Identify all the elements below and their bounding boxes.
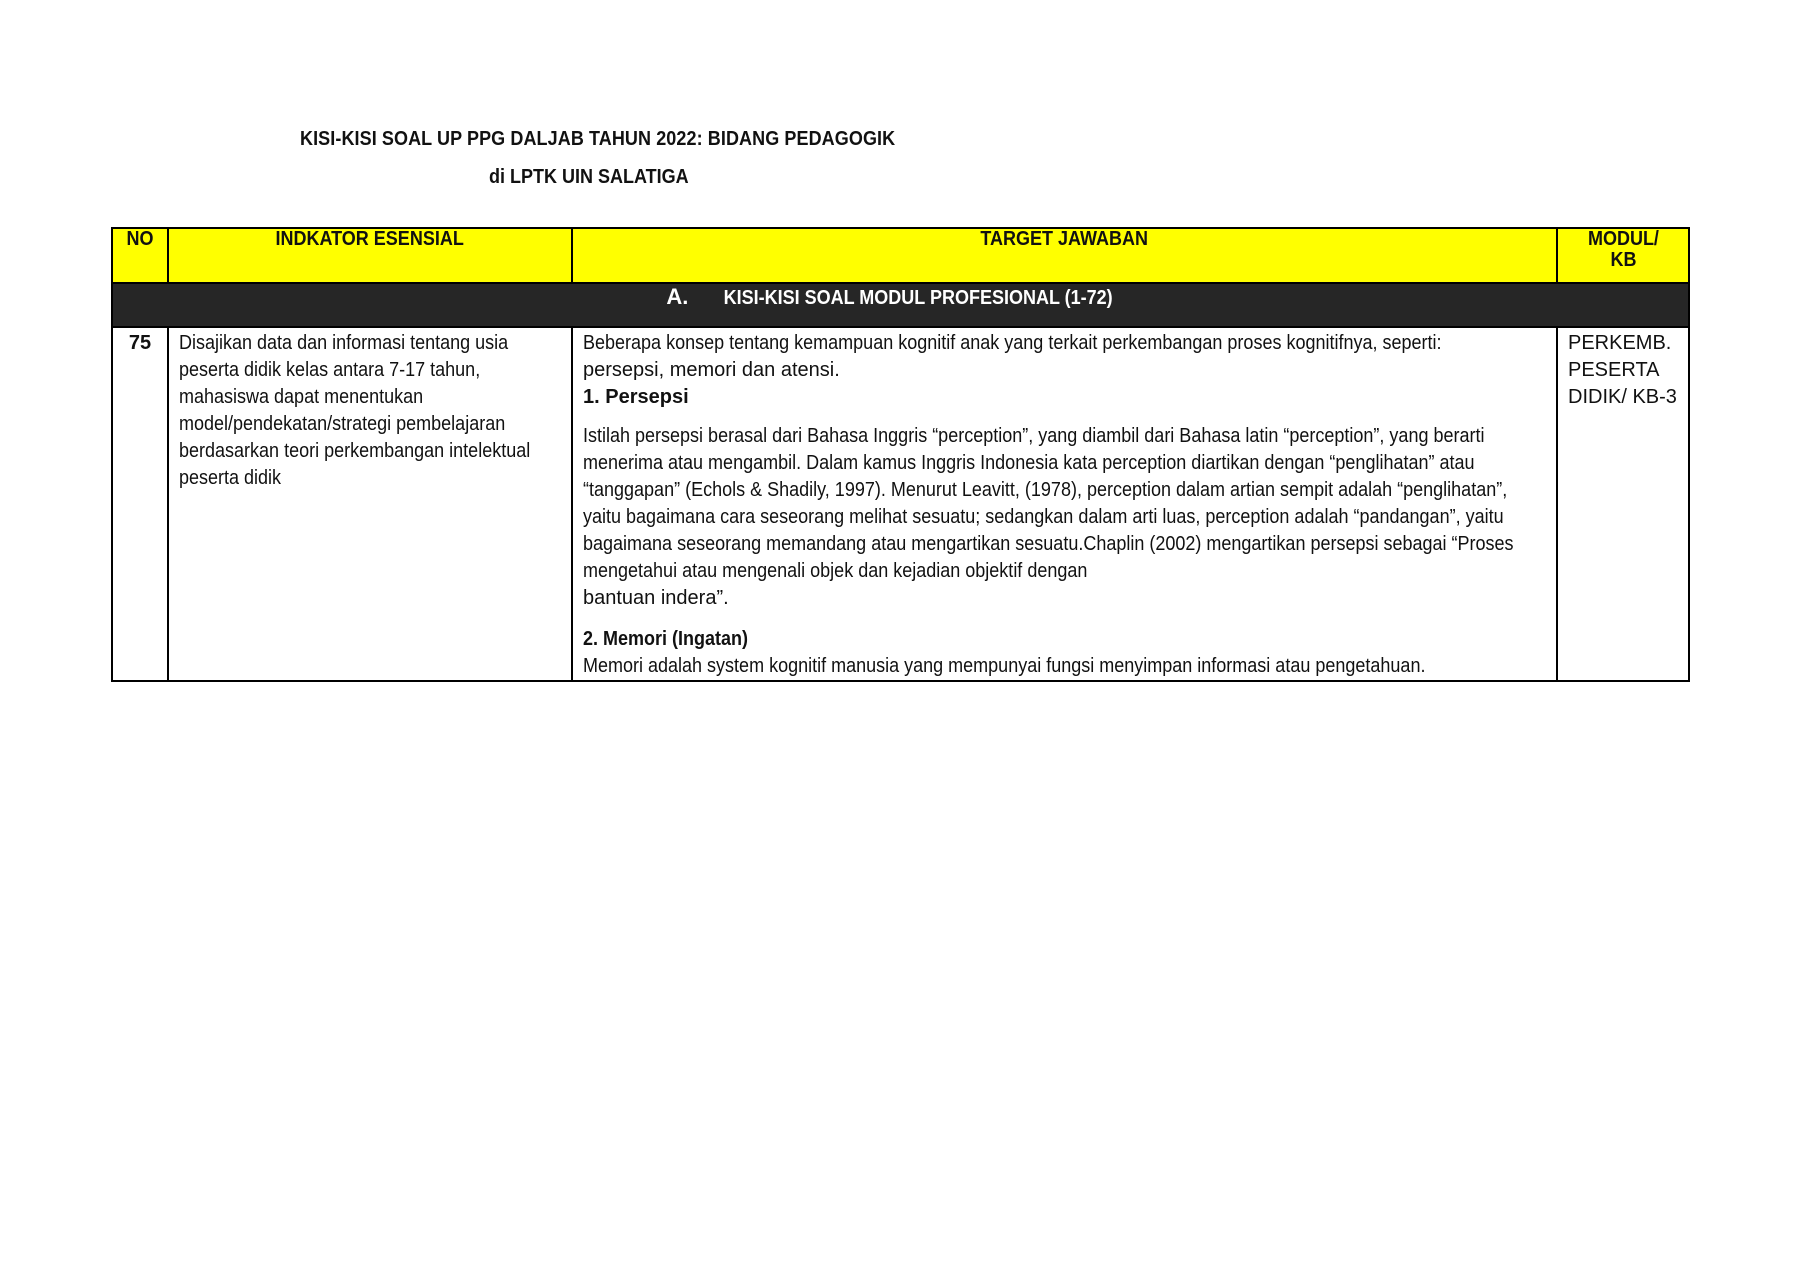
target-heading-1: 1. Persepsi: [583, 386, 689, 408]
target-paragraph-2: Memori adalah system kognitif manusia yang mempunyai fungsi menyimpan informasi atau pengetahuan.: [583, 655, 1426, 677]
cell-indikator: [168, 327, 572, 681]
header-modul: [1557, 228, 1689, 283]
modul-line-3: DIDIK/ KB-3: [1568, 386, 1677, 408]
document-title: KISI-KISI SOAL UP PPG DALJAB TAHUN 2022: BIDANG PEDAGOGIK: [300, 128, 896, 150]
header-modul-line-2: KB: [1609, 249, 1636, 271]
header-target: TARGET JAWABAN: [572, 228, 1557, 283]
table-row: [112, 327, 1689, 681]
kisi-kisi-table: [111, 227, 1690, 682]
header-modul-line-1: MODUL/: [1587, 228, 1659, 250]
target-paragraph-1: Istilah persepsi berasal dari Bahasa Inggris “perception”, yang diambil dari Bahasa latin “perception”, yang berarti menerima atau mengambil. Dalam kamus Inggris Indonesia kata perception diartikan dengan “penglihatan” atau “tanggapan” (Echols & Shadily, 1997). Menurut Leavitt, (1978), perception dalam artian sempit adalah “penglihatan”, yaitu bagaimana cara seseorang melihat sesuatu; sedangkan dalam arti luas, perception adalah “pandangan”, yaitu bagaimana seseorang memandang atau mengartikan sesuatu.Chaplin (2002) mengartikan persepsi sebagai “Proses mengetahui atau mengenali objek dan kejadian objektif dengan: [583, 425, 1514, 582]
header-indikator: INDKATOR ESENSIAL: [168, 228, 572, 283]
section-letter: A.: [666, 284, 689, 309]
indikator-text: Disajikan data dan informasi tentang usia peserta didik kelas antara 7-17 tahun, mahasiswa dapat menentukan model/pendekatan/strategi pembelajaran berdasarkan teori perkembangan intelektual peserta didik: [179, 332, 531, 489]
section-title: KISI-KISI SOAL MODUL PROFESIONAL (1-72): [723, 287, 1114, 309]
table-header-row: [112, 228, 1689, 283]
cell-target: [572, 327, 1557, 681]
cell-modul: [1557, 327, 1689, 681]
modul-line-1: PERKEMB.: [1568, 332, 1672, 354]
target-paragraph-1-end: bantuan indera”.: [583, 587, 729, 609]
section-row: [112, 283, 1689, 327]
document-subtitle: di LPTK UIN SALATIGA: [489, 166, 689, 188]
target-intro-1: Beberapa konsep tentang kemampuan kognitif anak yang terkait perkembangan proses kognitifnya, seperti:: [583, 332, 1442, 354]
target-heading-2: 2. Memori (Ingatan): [583, 628, 749, 650]
cell-no: 75: [112, 327, 168, 681]
modul-line-2: PESERTA: [1568, 359, 1660, 381]
header-no: NO: [112, 228, 168, 283]
target-intro-2: persepsi, memori dan atensi.: [583, 359, 840, 381]
section-heading: [112, 283, 1689, 327]
